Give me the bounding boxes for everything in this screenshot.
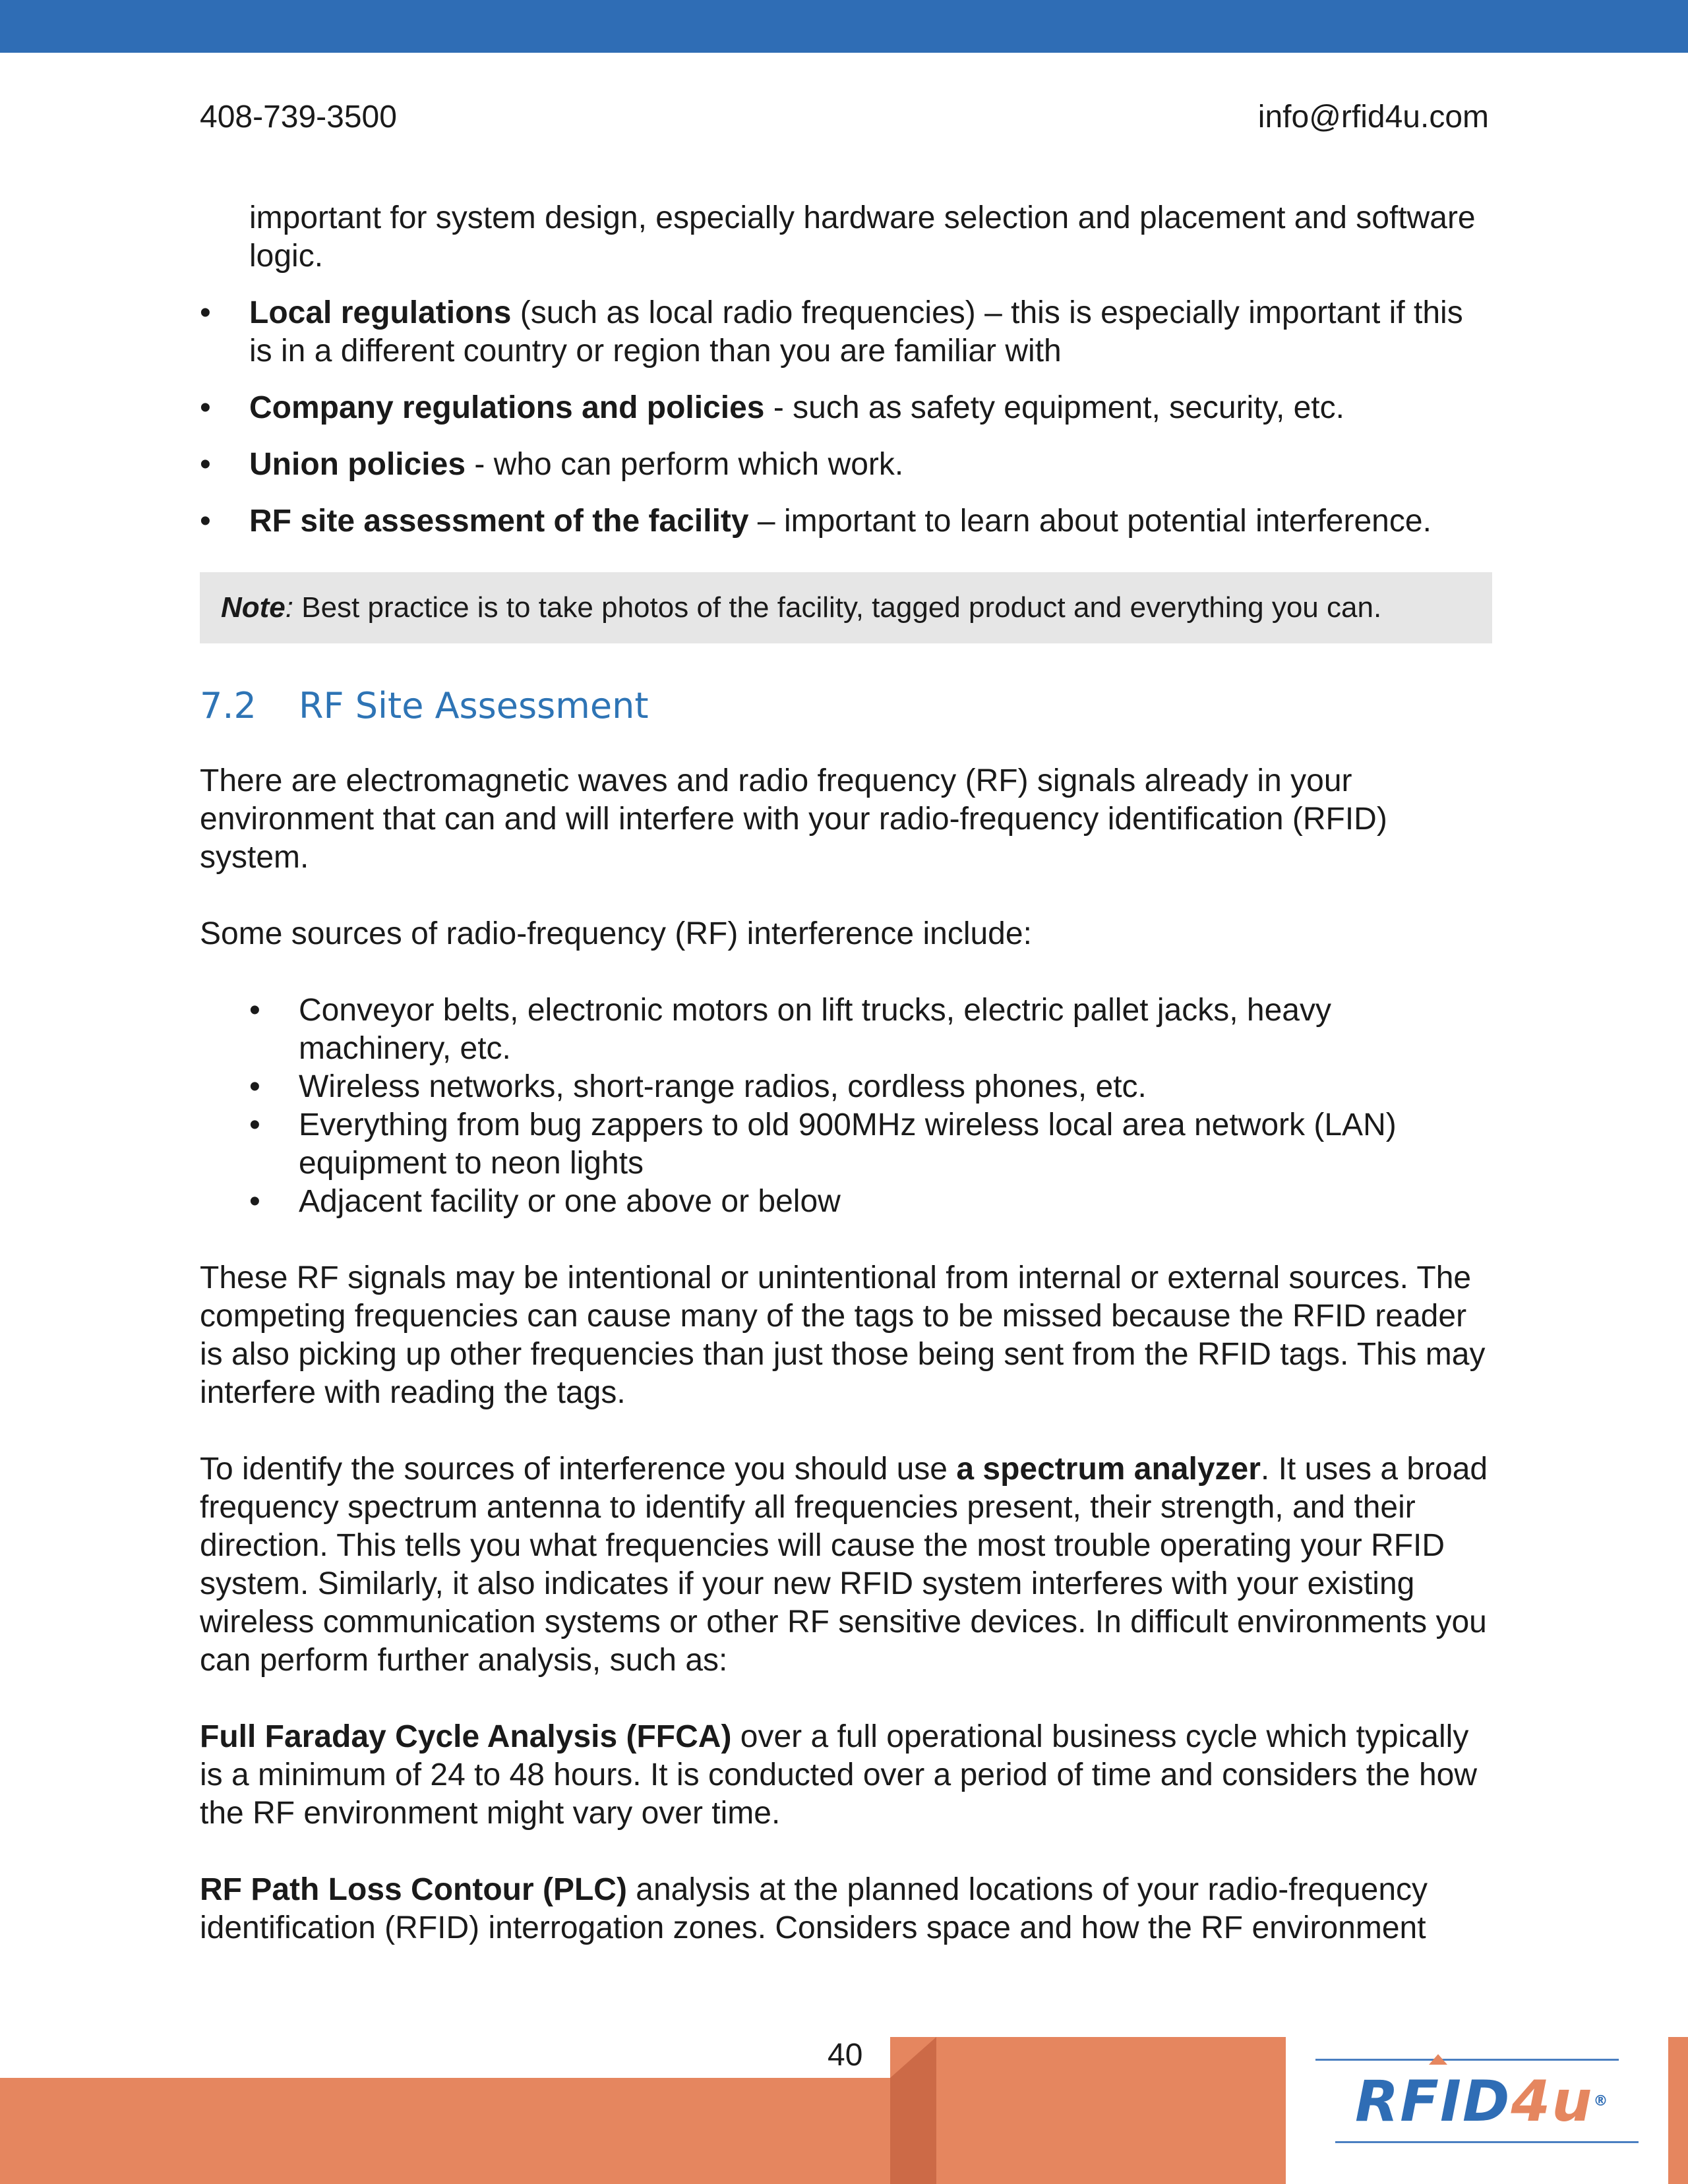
top-header-bar — [0, 0, 1688, 53]
note-text: Best practice is to take photos of the facility, tagged product and everything you can. — [293, 591, 1382, 624]
paragraph: To identify the sources of interference you should use a spectrum analyzer. It uses a broad frequency spectrum antenna to identify all frequencies present, their strength, and their direction. This tells you what frequencies will cause the most trouble operating your RFID system. Similarly, it also indicates if your new RFID system interferes with your existing wireless communication systems or other RF sensitive devices. In difficult environments you can perform further analysis, such as: — [200, 1452, 1488, 1678]
header-email: info@rfid4u.com — [1257, 100, 1489, 134]
rfid4u-logo: RFID4u® — [1315, 2049, 1639, 2154]
page-content — [200, 199, 1492, 1986]
interference-sources-list — [200, 991, 1492, 1221]
logo-triangle-icon — [1429, 2054, 1447, 2065]
list-item: important for system design, especially hardware selection and placement and software logic. — [249, 200, 1476, 274]
list-item: • Wireless networks, short-range radios, cordless phones, etc. — [249, 1068, 1492, 1106]
list-item: • Company regulations and policies - such as safety equipment, security, etc. — [200, 389, 1492, 427]
list-item: • RF site assessment of the facility – important to learn about potential interference. — [200, 502, 1492, 541]
header-phone: 408-739-3500 — [200, 100, 397, 134]
list-item: • Union policies - who can perform which work. — [200, 446, 1492, 484]
requirements-list — [200, 199, 1492, 541]
list-item: • Local regulations (such as local radio frequencies) – this is especially important if this is in a different country or region than you are familiar with — [200, 294, 1492, 370]
paragraph: These RF signals may be intentional or unintentional from internal or external sources. The competing frequencies can cause many of the tags to be missed because the RFID reader is also picking up other frequencies than just those being sent from the RFID tags. This may interfere with reading the tags. — [200, 1260, 1486, 1410]
note-box: Note: Best practice is to take photos of the facility, tagged product and everything you can. — [200, 572, 1492, 643]
list-item: • Conveyor belts, electronic motors on lift trucks, electric pallet jacks, heavy machinery, etc. — [249, 991, 1492, 1068]
section-title: RF Site Assessment — [299, 685, 649, 726]
section-heading — [200, 683, 1492, 729]
list-item: • Everything from bug zappers to old 900MHz wireless local area network (LAN) equipment to neon lights — [249, 1106, 1492, 1183]
paragraph: RF Path Loss Contour (PLC) analysis at the planned locations of your radio-frequency identification (RFID) interrogation zones. Considers space and how the RF environment — [200, 1872, 1428, 1945]
footer-right-strip — [1668, 2037, 1688, 2184]
footer-band — [0, 2078, 890, 2184]
section-number: 7.2 — [200, 685, 256, 726]
footer-step — [890, 2037, 1286, 2184]
list-item: • Adjacent facility or one above or below — [249, 1183, 1492, 1221]
note-label: Note — [221, 591, 286, 624]
paragraph: Some sources of radio-frequency (RF) interference include: — [200, 916, 1032, 951]
paragraph: Full Faraday Cycle Analysis (FFCA) over a full operational business cycle which typically is a minimum of 24 to 48 hours. It is conducted over a period of time and considers the how the RF environment might vary over time. — [200, 1719, 1478, 1831]
page-number: 40 — [828, 2038, 863, 2073]
paragraph: There are electromagnetic waves and radio frequency (RF) signals already in your environment that can and will interfere with your radio-frequency identification (RFID) system. — [200, 763, 1387, 875]
